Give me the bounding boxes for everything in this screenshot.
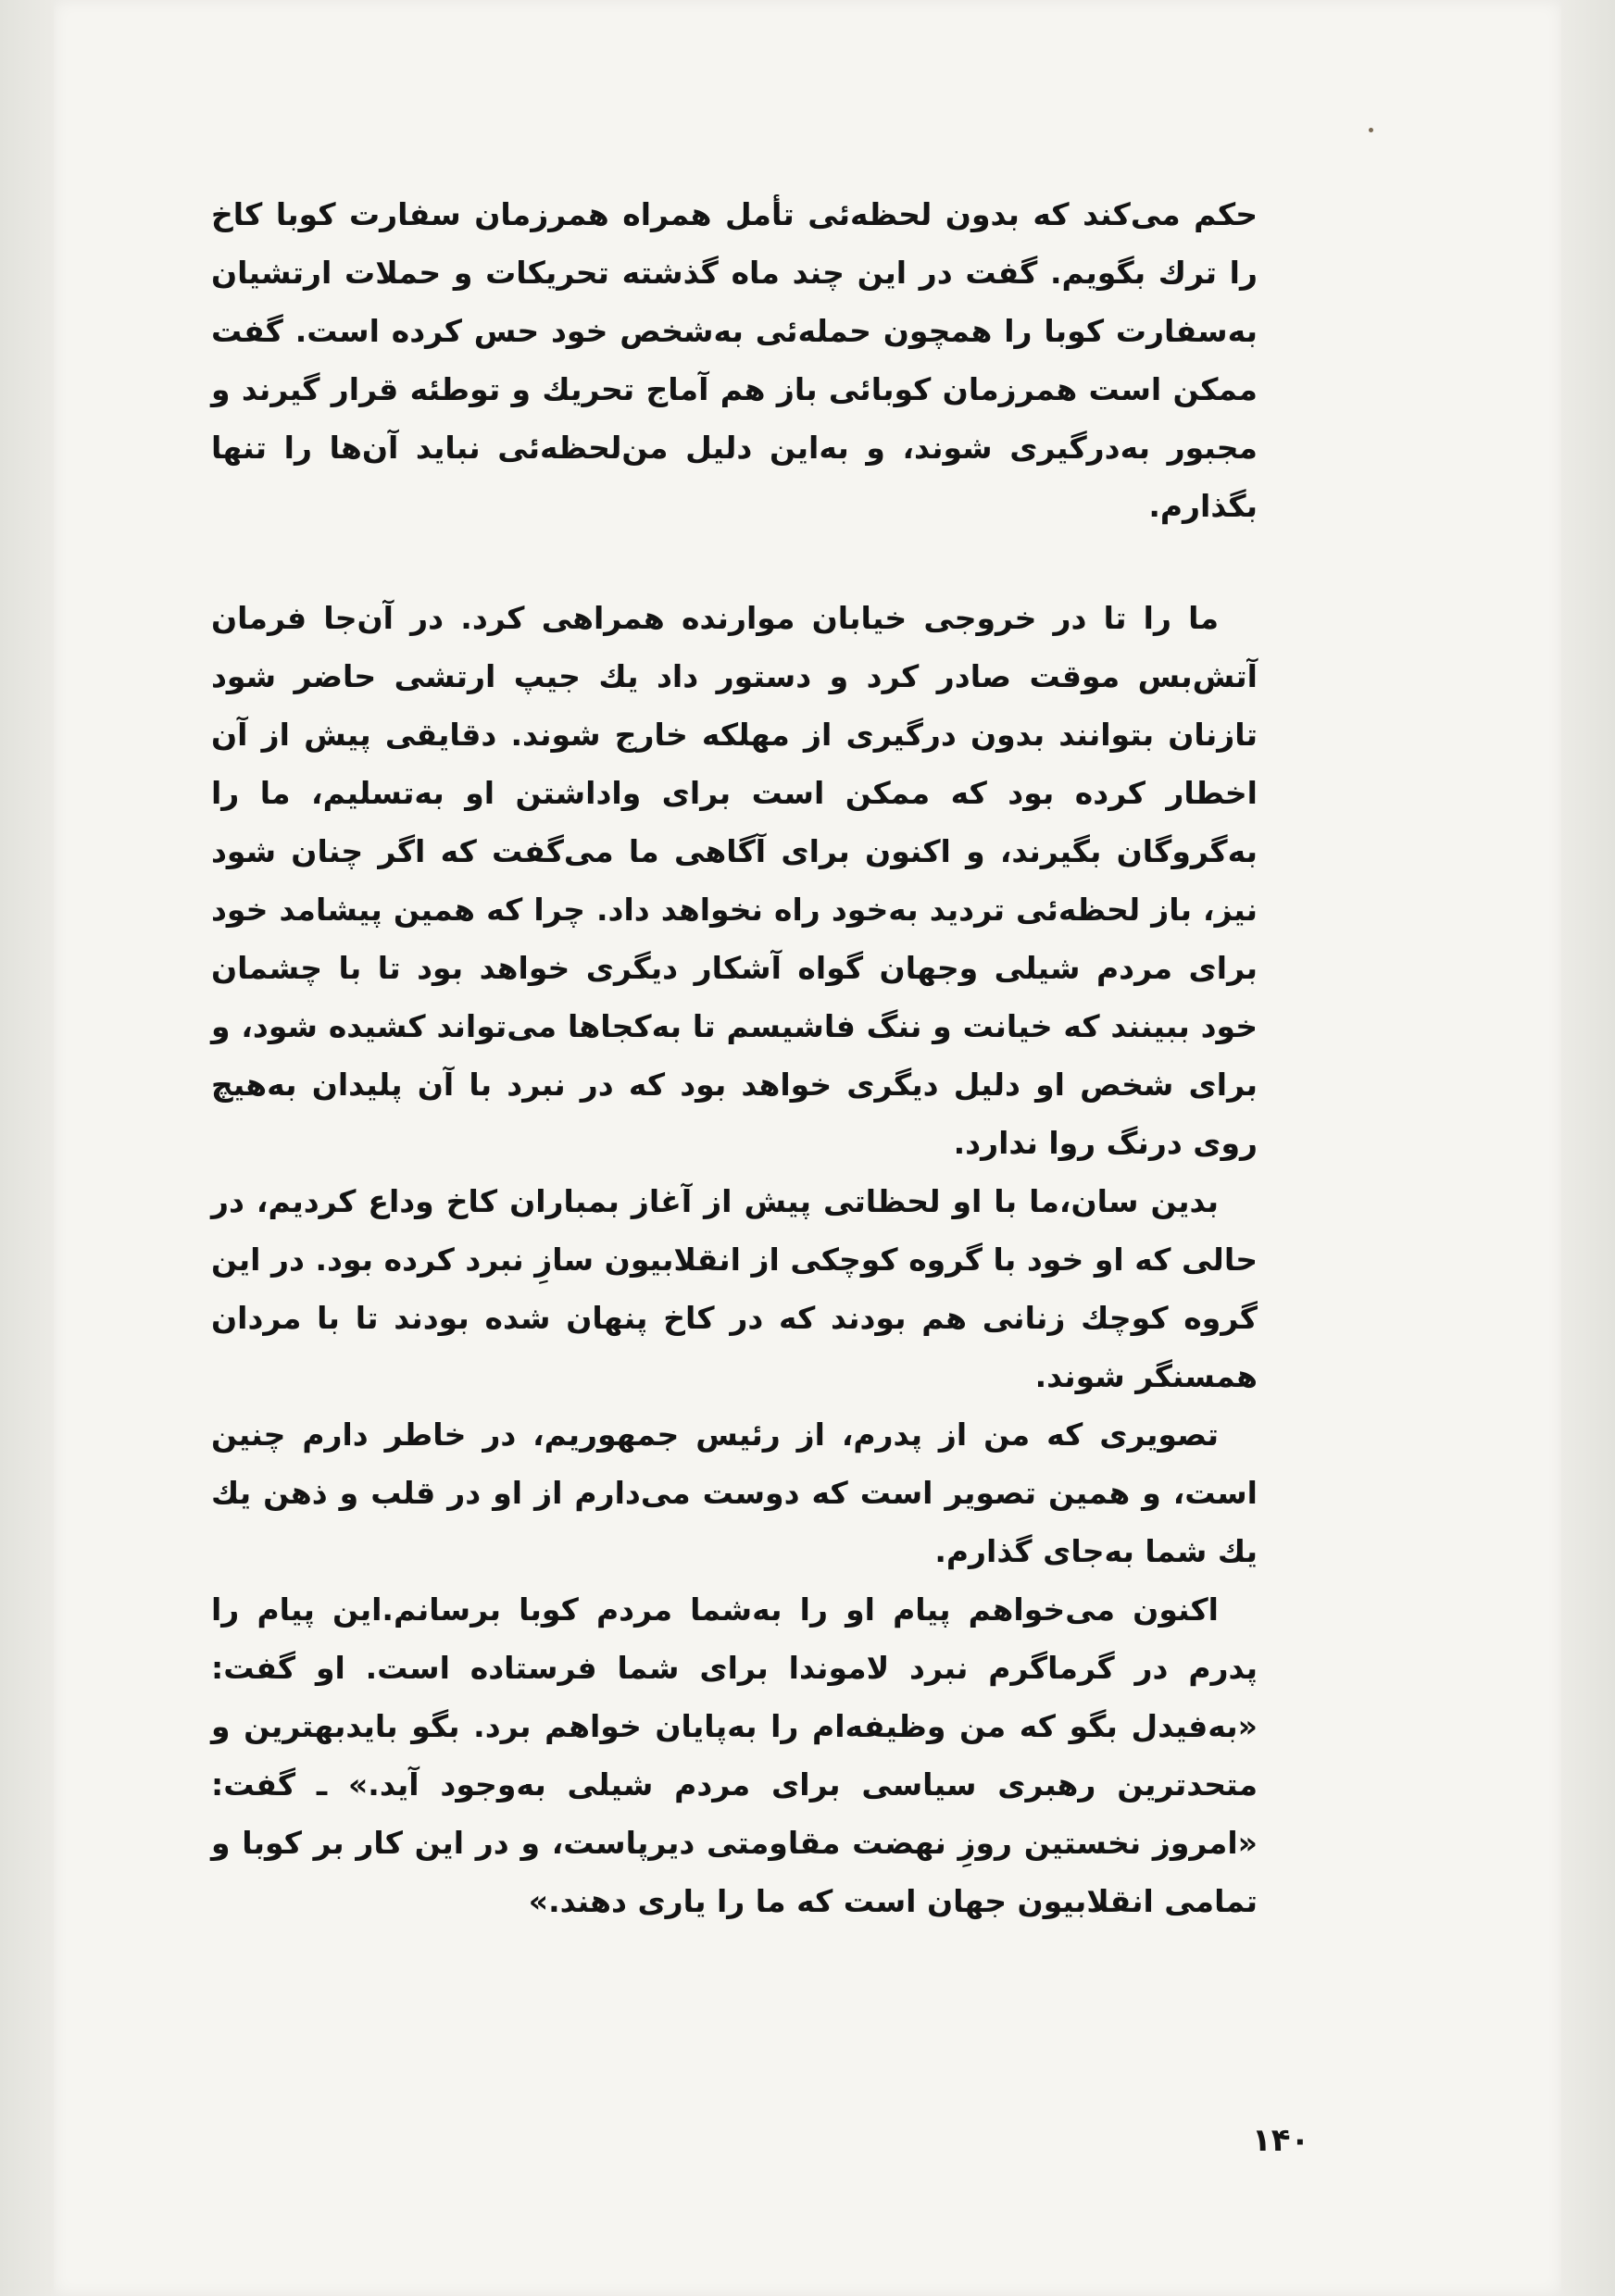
paragraph-2: ما را تا در خروجی خیابان موارنده همراهی کرد. در آن‌جا فرمان آتش‌بس موقت صادر کرد و دستور داد یك جیپ ارتشی حاضر شود تازنان بتوانند بدون درگیری از مهلکه خارج شوند. دقایقی پیش از آن اخطار کرده بود که ممکن است برای واداشتن او به‌تسلیم، ما را به‌گروگان بگیرند، و اکنون برای آگاهی ما می‌گفت که اگر چنان شود نیز، باز لحظه‌ئی تردید به‌خود راه نخواهد داد. چرا که همین پیشامد خود برای مردم شیلی وجهان گواه آشکار دیگری خواهد بود تا با چشمان خود ببینند که خیانت و ننگ فاشیسم تا به‌کجاها می‌تواند کشیده شود، و برای شخص او دلیل دیگری خواهد بود که در نبرد با آن پلیدان به‌هیچ روی درنگ روا ندارد. — [211, 600, 1258, 1161]
scan-margin-right — [1561, 0, 1615, 2296]
body-text — [211, 185, 1258, 1930]
paragraph-5: اکنون می‌خواهم پیام او را به‌شما مردم کوبا برسانم.این پیام را پدرم در گرماگرم نبرد لاموندا برای شما فرستاده است. او گفت: «به‌فیدل بگو که من وظیفه‌ام را به‌پایان خواهم برد. بگو بایدبهترین و متحدترین رهبری سیاسی برای مردم شیلی به‌وجود آید.» ـ گفت: «امروز نخستین روزِ نهضت مقاومتی دیرپاست، و در این کار بر کوبا و تمامی انقلابیون جهان است که ما را یاری دهند.» — [211, 1591, 1258, 1919]
paragraph-4: تصویری که من از پدرم، از رئیس جمهوریم، در خاطر دارم چنین است، و همین تصویر است که دوست می‌دارم از او در قلب و ذهن یك یك شما به‌جای گذارم. — [211, 1416, 1258, 1569]
scan-margin-left — [0, 0, 54, 2296]
paragraph-3: بدین سان،ما با او لحظاتی پیش از آغاز بمباران کاخ وداع کردیم، در حالی که او خود با گروه کوچکی از انقلابیون سازِ نبرد کرده بود. در این گروه کوچك زنانی هم بودند که در کاخ پنهان شده بودند تا با مردان همسنگر شوند. — [211, 1183, 1258, 1394]
paper-speck — [1369, 128, 1373, 132]
page-number: ۱۴۰ — [1252, 2122, 1310, 2159]
paragraph-1: حکم می‌کند که بدون لحظه‌ئی تأمل همراه همرزمان سفارت کوبا کاخ را ترك بگویم. گفت در این چند ماه گذشته تحریکات و حملات ارتشیان به‌سفارت کوبا را همچون حمله‌ئی به‌شخص خود حس کرده است. گفت ممکن است همرزمان کوبائی باز هم آماج تحریك و توطئه قرار گیرند و مجبور به‌درگیری شوند، و به‌این دلیل من‌لحظه‌ئی نباید آن‌ها را تنها بگذارم. — [211, 196, 1258, 524]
